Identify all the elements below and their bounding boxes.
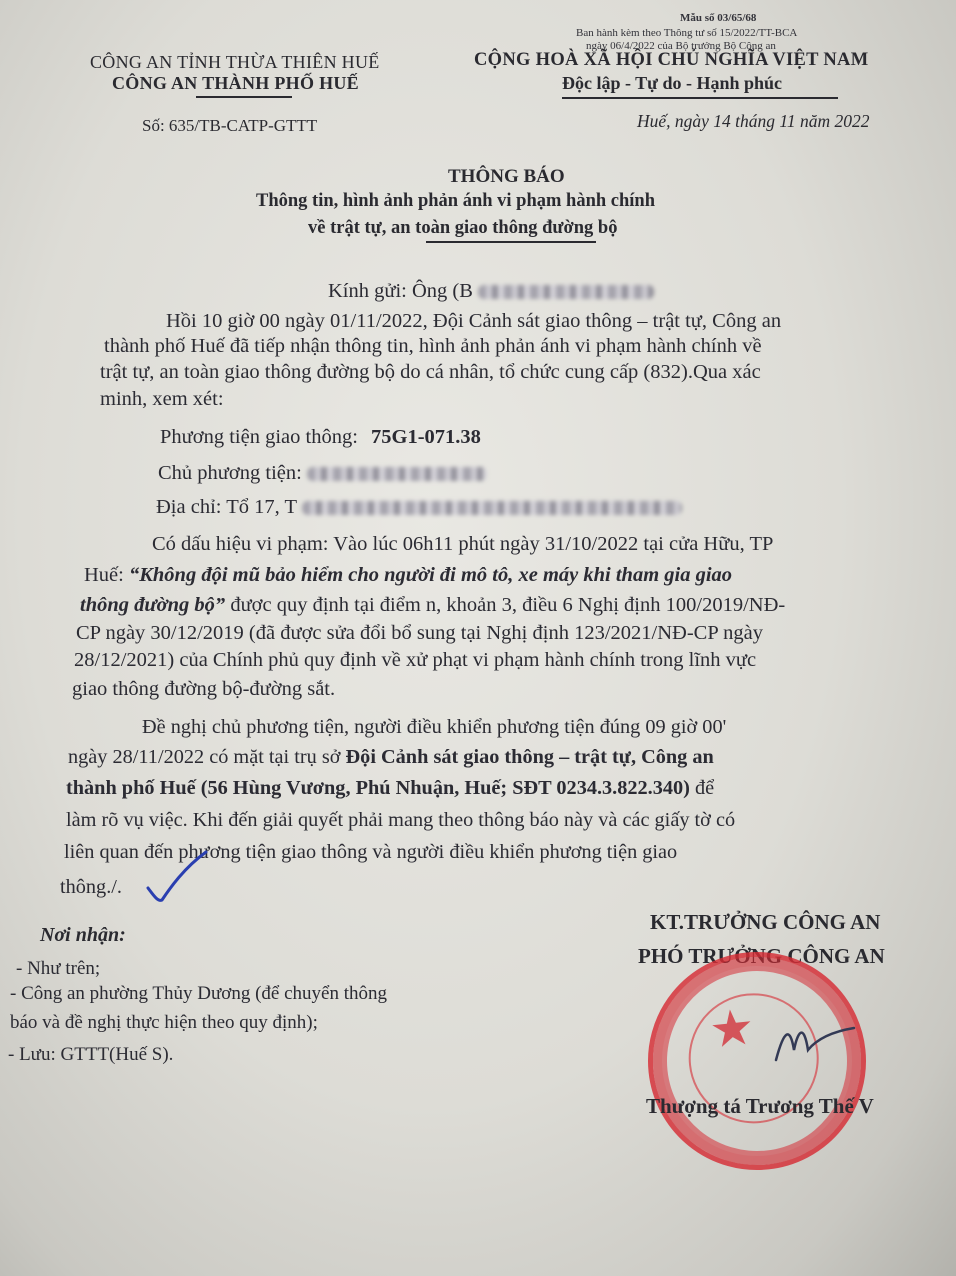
recipients-item-2b: báo và đề nghị thực hiện theo quy định); bbox=[10, 1012, 318, 1033]
recipient-label: Kính gửi: Ông (B bbox=[328, 280, 473, 302]
address-line bbox=[156, 496, 682, 519]
p1-line-4: minh, xem xét: bbox=[100, 388, 224, 410]
vehicle-label: Phương tiện giao thông: bbox=[160, 426, 358, 448]
p3-line-6: thông./. bbox=[60, 876, 122, 898]
signer-name: Thượng tá Trương Thế V bbox=[646, 1094, 874, 1118]
p3-line-4: làm rõ vụ việc. Khi đến giải quyết phải mang theo thông báo này và các giấy tờ có bbox=[66, 809, 736, 831]
recipients-item-3: - Lưu: GTTT(Huế S). bbox=[8, 1044, 174, 1065]
p1-line-1: Hồi 10 giờ 00 ngày 01/11/2022, Đội Cảnh sát giao thông – trật tự, Công an bbox=[166, 310, 782, 332]
recipients-heading: Nơi nhận: bbox=[40, 924, 126, 946]
signature-on-behalf: KT.TRƯỞNG CÔNG AN bbox=[650, 910, 881, 934]
recipient-line bbox=[328, 280, 654, 303]
p2-line-2a: Huế: bbox=[84, 564, 129, 586]
redacted-name bbox=[478, 285, 654, 299]
owner-line bbox=[158, 462, 487, 485]
redacted-owner bbox=[307, 467, 487, 481]
p2-line-5: 28/12/2021) của Chính phủ quy định về xử phạt vi phạm hành chính trong lĩnh vực bbox=[74, 649, 757, 671]
p2-line-6: giao thông đường bộ-đường sắt. bbox=[72, 678, 336, 700]
p3-line-5: liên quan đến phương tiện giao thông và người điều khiển phương tiện giao bbox=[64, 841, 678, 863]
nation-title: CỘNG HOÀ XÃ HỘI CHỦ NGHĨA VIỆT NAM bbox=[474, 50, 869, 70]
form-issued-with: Ban hành kèm theo Thông tư số 15/2022/TT-BCA bbox=[576, 27, 798, 39]
subtitle-underline bbox=[426, 241, 596, 243]
checkmark-icon bbox=[144, 848, 214, 918]
notice-title: THÔNG BÁO bbox=[448, 166, 565, 187]
signature-position: PHÓ TRƯỞNG CÔNG AN bbox=[638, 944, 885, 968]
p3-line-2 bbox=[68, 746, 714, 769]
p2-line-3b: được quy định tại điểm n, khoản 3, điều 6 Nghị định 100/2019/NĐ- bbox=[225, 594, 786, 616]
p1-line-3: trật tự, an toàn giao thông đường bộ do cá nhân, tổ chức cung cấp (832).Qua xác bbox=[100, 361, 761, 383]
recipients-item-2a: - Công an phường Thủy Dương (để chuyển thông bbox=[10, 983, 388, 1004]
address-label: Địa chỉ: Tổ 17, T bbox=[156, 496, 297, 518]
signature-icon bbox=[770, 1010, 860, 1070]
agency-underline bbox=[196, 96, 292, 98]
owner-label: Chủ phương tiện: bbox=[158, 462, 302, 484]
p2-line-4: CP ngày 30/12/2019 (đã được sửa đổi bổ sung tại Nghị định 123/2021/NĐ-CP ngày bbox=[76, 622, 763, 644]
doc-number: Số: 635/TB-CATP-GTTT bbox=[142, 116, 318, 135]
place-date: Huế, ngày 14 tháng 11 năm 2022 bbox=[637, 111, 870, 131]
nation-motto: Độc lập - Tự do - Hạnh phúc bbox=[562, 73, 783, 93]
recipients-item-1: - Như trên; bbox=[16, 958, 101, 979]
motto-underline bbox=[562, 97, 838, 99]
p3-line-1: Đề nghị chủ phương tiện, người điều khiển phương tiện đúng 09 giờ 00' bbox=[142, 716, 727, 738]
p3-line-2a: ngày 28/11/2022 có mặt tại trụ sở bbox=[68, 746, 346, 768]
office-address: thành phố Huế (56 Hùng Vương, Phú Nhuận, Huế; SĐT 0234.3.822.340) bbox=[66, 777, 690, 799]
vehicle-line bbox=[160, 426, 481, 449]
p3-line-3b: để bbox=[689, 777, 715, 799]
violation-text-1: “Không đội mũ bảo hiểm cho người đi mô tô, xe máy khi tham gia giao bbox=[128, 564, 733, 586]
office-name: Đội Cảnh sát giao thông – trật tự, Công an bbox=[345, 746, 714, 768]
p3-line-3 bbox=[66, 777, 714, 800]
form-number: Mẫu số 03/65/68 bbox=[680, 12, 757, 24]
agency-name: CÔNG AN THÀNH PHỐ HUẾ bbox=[112, 73, 359, 93]
notice-subtitle-2: về trật tự, an toàn giao thông đường bộ bbox=[308, 218, 618, 238]
vehicle-plate: 75G1-071.38 bbox=[371, 426, 481, 448]
p2-line-3 bbox=[80, 594, 785, 617]
form-issued-date: ngày 06/4/2022 của Bộ trưởng Bộ Công an bbox=[586, 40, 776, 52]
violation-text-2: thông đường bộ” bbox=[80, 594, 226, 616]
agency-parent: CÔNG AN TỈNH THỪA THIÊN HUẾ bbox=[90, 52, 380, 72]
star-icon: ★ bbox=[706, 998, 758, 1059]
p2-line-2 bbox=[84, 564, 732, 587]
notice-subtitle-1: Thông tin, hình ảnh phản ánh vi phạm hành chính bbox=[256, 191, 655, 211]
p2-line-1: Có dấu hiệu vi phạm: Vào lúc 06h11 phút ngày 31/10/2022 tại cửa Hữu, TP bbox=[152, 533, 774, 555]
p1-line-2: thành phố Huế đã tiếp nhận thông tin, hình ảnh phản ánh vi phạm hành chính về bbox=[104, 335, 762, 357]
redacted-address bbox=[302, 501, 682, 515]
